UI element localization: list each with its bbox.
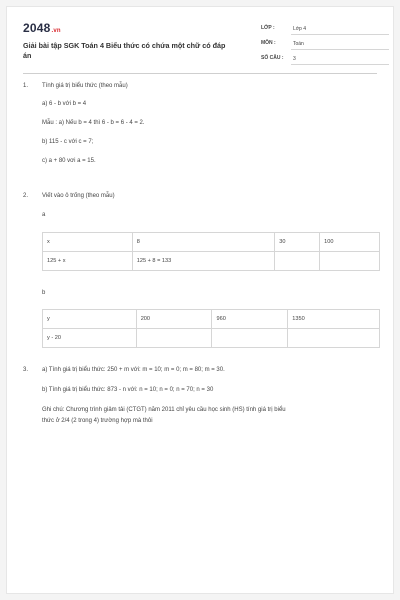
meta-value: Toán <box>291 39 389 50</box>
meta-row-subject <box>261 38 389 53</box>
question-line: Mẫu : a) Nếu b = 4 thì 6 - b = 6 - 4 = 2. <box>42 120 145 126</box>
meta-row-grade <box>261 23 389 38</box>
meta-value: Lớp 4 <box>291 24 389 35</box>
table-cell-empty[interactable] <box>136 329 212 348</box>
logo-text: 2048 <box>23 21 51 35</box>
worksheet-page <box>6 6 394 594</box>
question-line: a) Tính giá trị biểu thức: 250 + m với: m = 10; m = 0; m = 80; m = 30. <box>42 367 225 373</box>
table-cell: y - 20 <box>43 329 137 348</box>
question-line: c) a + 80 vơi a = 15. <box>42 158 96 164</box>
table-cell: y <box>43 310 137 329</box>
meta-label: SỐ CÂU : <box>261 55 284 61</box>
table-cell-empty[interactable] <box>275 252 320 271</box>
meta-row-question-count <box>261 53 389 68</box>
table-cell: 8 <box>132 233 275 252</box>
question-line: b) 115 - c với c = 7; <box>42 139 94 145</box>
table-b <box>42 309 380 348</box>
meta-label: LỚP : <box>261 25 275 31</box>
logo-suffix: .vn <box>51 28 61 34</box>
table-row <box>43 252 380 271</box>
table-row <box>43 310 380 329</box>
question-3 <box>23 367 379 437</box>
question-note: thức ở 2/4 (2 trong 4) trường hợp mà thôi <box>42 418 153 424</box>
part-label: b <box>42 290 46 296</box>
worksheet-meta <box>261 23 389 68</box>
table-cell: 960 <box>212 310 288 329</box>
worksheet-title: Giải bài tập SGK Toán 4 Biểu thức có chứa một chữ có đáp án <box>23 41 226 60</box>
site-logo[interactable] <box>23 21 61 35</box>
table-cell: 1350 <box>288 310 380 329</box>
part-label: a <box>42 212 46 218</box>
table-a <box>42 232 380 271</box>
question-prompt: Tính giá trị biểu thức (theo mẫu) <box>42 83 128 89</box>
question-line: a) 6 - b với b = 4 <box>42 101 87 107</box>
table-cell-empty[interactable] <box>212 329 288 348</box>
table-cell: x <box>43 233 133 252</box>
worksheet-header <box>23 17 377 69</box>
table-cell: 125 + 8 = 133 <box>132 252 275 271</box>
table-cell-empty[interactable] <box>320 252 380 271</box>
question-prompt: Viết vào ô trống (theo mẫu) <box>42 193 115 199</box>
question-1 <box>23 83 379 183</box>
header-divider <box>23 73 377 74</box>
table-row <box>43 233 380 252</box>
table-cell: 200 <box>136 310 212 329</box>
question-2 <box>23 193 379 363</box>
table-cell-empty[interactable] <box>288 329 380 348</box>
table-cell: 125 + x <box>43 252 133 271</box>
question-number: 2. <box>23 193 29 199</box>
meta-label: MÔN : <box>261 40 276 46</box>
question-number: 1. <box>23 83 29 89</box>
question-note: Ghi chú: Chương trình giảm tải (CTGT) năm 2011 chỉ yêu cầu học sinh (HS) tính giá trị biểu <box>42 407 286 413</box>
table-cell: 100 <box>320 233 380 252</box>
question-line: b) Tính giá trị biểu thức: 873 - n với: n = 10; n = 0; n = 70; n = 30 <box>42 387 214 393</box>
table-cell: 30 <box>275 233 320 252</box>
question-number: 3. <box>23 367 29 373</box>
table-row <box>43 329 380 348</box>
meta-value: 3 <box>291 54 389 65</box>
